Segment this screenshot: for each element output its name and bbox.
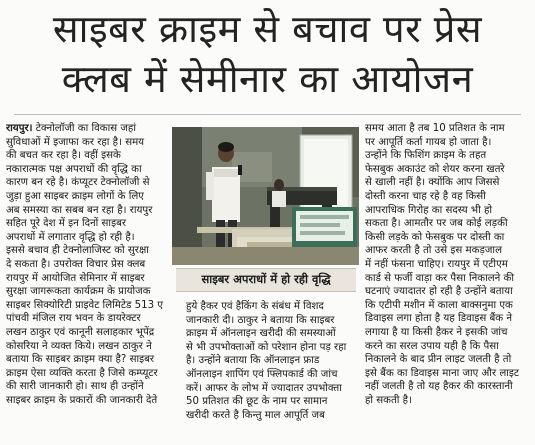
article-text-line: टेक्नोलॉजी का विकास जहां [35,123,136,134]
article-text-line: आफर करती है तो उसे इस मकड़जाल [365,245,502,257]
article-text-line: कोसरिया ने व्यक्त किये। लखन ठाकुर ने [6,340,152,352]
article-column-middle [186,300,358,422]
article-text-line: कि एटीपी मशीन में काला बाक्सनुमा एक [365,299,513,311]
article-text-line: किसी लड़के को फेसबुक पर दोस्ती का [365,231,505,243]
article-text-line: सुविधाओं में इजाफा कर रहा है। समय [6,136,145,148]
article-text-line: घटनाएं ज्यादातर हो रही है उन्होंने बताया [365,286,513,298]
article-text-line: हो सकती है। [365,394,412,406]
article-text-line: समय आता है तब 10 प्रतिशत के नाम [365,123,505,134]
article-text-line: इसे बैंक का डिवाइस माना जाए और लाइट [365,367,520,379]
article-text-line: से खाली नहीं है। क्योंकि आप जिससे [365,177,500,189]
seminar-photo [172,127,359,265]
article-text-line: लखन ठाकुर एवं कानूनी सलाहकार भूपेंद्र [6,326,155,338]
article-text-line: उन्होंने कि फिशिंग क्राइम के तहत [365,150,487,162]
article-text-line: निकालने के बाद प्रीन लाइट जलती है तो [365,354,512,366]
article-text-line: करें। आफर के लोभ में ज्यादातर उपभोक्ता [186,382,342,394]
article-text-line: डिवाइस लगा होता है यह डिवाइस बैंक ने [365,313,513,325]
article-text-line: की बचत कर रहा है। वहीं इसके [6,150,121,162]
article-text-line: साइबर क्राइम के प्रकारों की जानकारी देते [6,394,158,406]
headline-line-1: साइबर क्राइम से बचाव पर प्रेस [52,7,483,51]
seminar-photo-icon [172,127,359,265]
article-text-line: ऑनलाइन शापिंग एवं फ्लिपकार्ड की जांच [186,368,338,380]
article-text-line: में नहीं फंसना चाहिए। रायपुर में एटीएम [365,258,508,270]
article-text-line: साइबर सिक्योरिटी प्राइवेट लिमिटेड 513 ए [6,299,163,311]
article-text-line: क्राइम ऐसा व्यक्ति करता है जिसे कम्प्यूटर [6,367,158,379]
article-text-line: दोस्ती करना चाह रहे है वह किसी [365,190,486,202]
article-text-line: लगाया है या किसी हैकर ने इसकी जांच [365,326,508,338]
headline-divider [14,114,521,115]
article-text-line: पांचवी मंजिल राय भवन के डायरेक्टर [6,313,141,325]
article-text-line: कार्ड से फर्जी वाड़ा कर पैसा निकालने की [365,272,514,284]
article-text-line: सहित पूरे देश में इन दिनों साइबर [6,218,127,230]
article-text-line: खरीदी करते है किन्तु माल आपूर्ति जब [186,409,325,421]
article-text-line: अपराधों में लगातार वृद्धि हो रही है। [6,231,135,243]
subheading-bar [176,268,356,292]
article-text-line: की सारी जानकारी हो। साथ ही उन्होंने [6,381,144,393]
article-column-left [6,122,176,407]
article-text-line: पर आपूर्ति कर्ता गायब हो जाता है। [365,136,492,148]
article-text-line: इससे बचाव ही टेक्नोलाजिस्ट को सुरक्षा [6,245,149,257]
article-text-line: जुड़ा हुआ साइबर क्राइम लोगों के लिए [6,190,144,202]
article-text-line: सुरक्षा जागरूकता कार्यक्रम के प्रायोजक [6,286,151,298]
article-text-line: करने का सरल उपाय यही है कि पैसा [365,340,499,352]
article-text-line: रायपुर में आयोजित सेमिनार में साइबर [6,272,145,284]
article-text-line: दे सकता है। उपरोक्त विचार प्रेस क्लब [6,258,146,270]
headline-line-2: क्लब में सेमीनार का आयोजन [61,57,474,101]
article-text-line: क्राइम में ऑनलाइन खरीदी की समस्याओं [186,328,336,340]
dateline: रायपुर। [6,123,33,134]
article-text-line: नहीं जलती है तो यह हैकर की कारस्तानी [365,381,513,393]
article-text-line: से भी उपभोक्ताओं को परेशान होना पड़ रहा [186,341,347,353]
article-text-line: है। उन्होंने बताया कि ऑनलाइन फ्राड [186,355,320,367]
article-text-line: सकता है। आमतौर पर जब कोई लड़की [365,218,508,230]
subheading: साइबर अपराधों में हो रही वृद्धि [201,272,331,286]
article-text-line: 50 प्रतिशत की छूट के नाम पर सामान [186,396,328,408]
article-text-line: जानकारी दी। ठाकुर ने बताया कि साइबर [186,314,335,326]
article-text-line: नकारात्मक पक्ष अपराधों की वृद्धि का [6,163,142,175]
article-text-line: फेसबुक अकाउंट को शेयर करना खतरे [365,163,505,175]
article-column-right [365,122,533,407]
article-text-line: आपराधिक गिरोह का सदस्य भी हो [365,204,492,216]
article-text-line: बताया कि साइबर क्राइम क्या है? साइबर [6,354,155,366]
article-text-line: कारण बन रहे है। कंप्यूटर टेक्नोलॉजी से [6,177,150,189]
article-text-line: हुये हैकर एवं हैकिंग के संबंध में विशद [186,301,324,312]
article-text-line: अब समस्या का सबब बन रहा है। रायपुर [6,204,153,216]
